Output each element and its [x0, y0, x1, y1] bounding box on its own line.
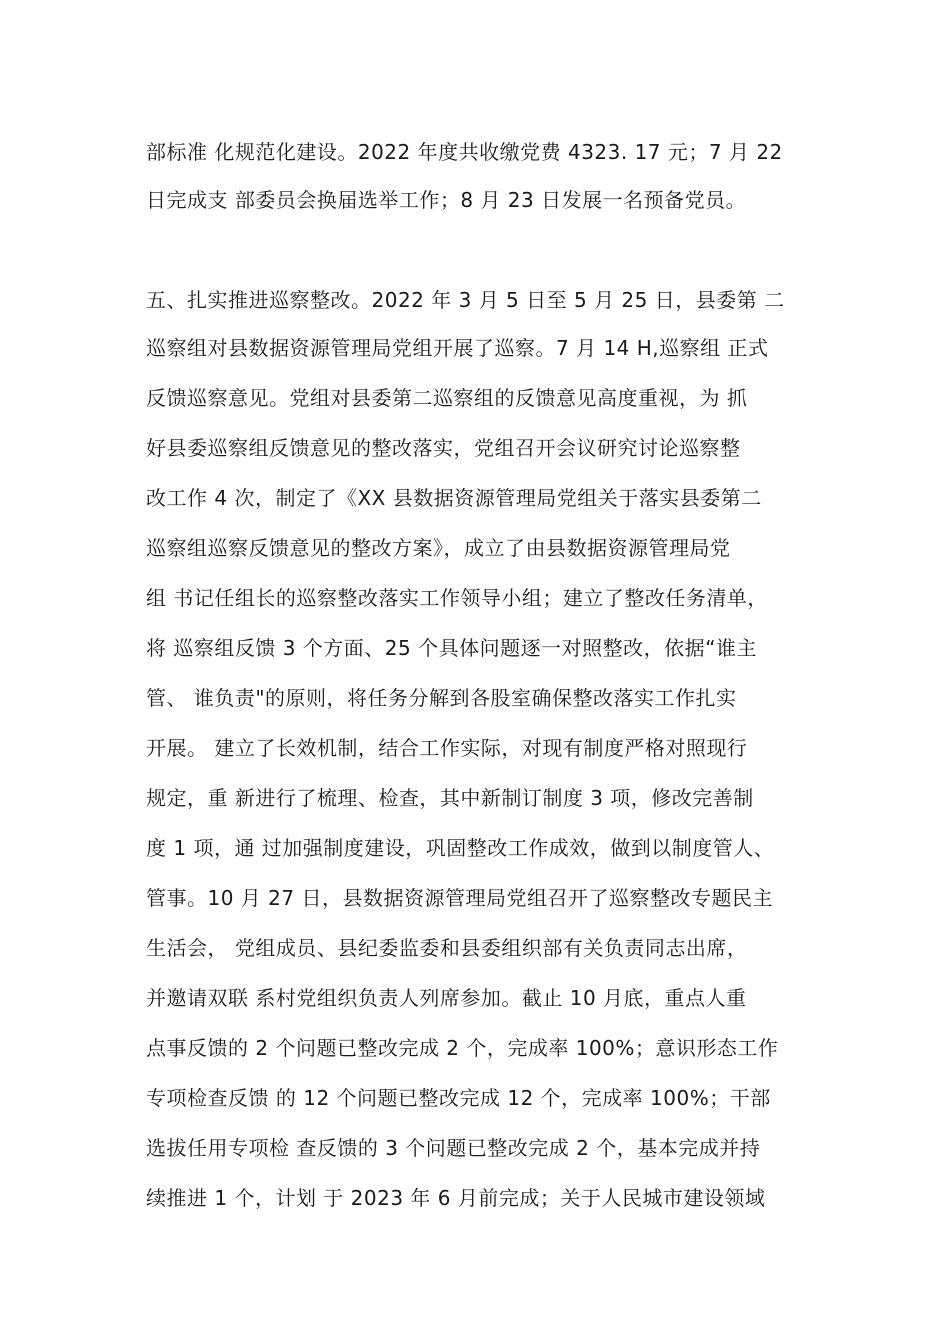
text-line: 好县委巡察组反馈意见的整改落实，党组召开会议研究讨论巡察整 [146, 436, 741, 460]
text-line: 反馈巡察意见。党组对县委第二巡察组的反馈意见高度重视，为 抓 [146, 386, 748, 410]
text-line: 五、扎实推进巡察整改。2022 年 3 月 5 日至 5 月 25 日，县委第 二 [146, 288, 785, 312]
text-line: 专项检查反馈 的 12 个问题已整改完成 12 个，完成率 100%；干部 [146, 1086, 771, 1110]
text-line: 续推进 1 个，计划 于 2023 年 6 月前完成；关于人民城市建设领域 [146, 1186, 766, 1210]
text-line: 度 1 项，通 过加强制度建设，巩固整改工作成效，做到以制度管人、 [146, 836, 775, 860]
text-line: 巡察组对县数据资源管理局党组开展了巡察。7 月 14 H,巡察组 正式 [146, 336, 769, 360]
text-line: 改工作 4 次，制定了《XX 县数据资源管理局党组关于落实县委第二 [146, 486, 762, 510]
text-line: 将 巡察组反馈 3 个方面、25 个具体问题逐一对照整改，依据“谁主 [146, 636, 757, 660]
text-line: 巡察组巡察反馈意见的整改方案》，成立了由县数据资源管理局党 [146, 536, 731, 560]
text-line: 开展。 建立了长效机制，结合工作实际，对现有制度严格对照现行 [146, 736, 748, 760]
text-line: 并邀请双联 系村党组织负责人列席参加。截止 10 月底，重点人重 [146, 986, 747, 1010]
text-line: 组 书记任组长的巡察整改落实工作领导小组；建立了整改任务清单， [146, 586, 768, 610]
text-line: 规定，重 新进行了梳理、检查，其中新制订制度 3 项，修改完善制 [146, 786, 754, 810]
text-line: 管事。10 月 27 日，县数据资源管理局党组召开了巡察整改专题民主 [146, 886, 773, 910]
text-line: 日完成支 部委员会换届选举工作；8 月 23 日发展一名预备党员。 [146, 188, 747, 212]
text-line: 选拔任用专项检 查反馈的 3 个问题已整改完成 2 个，基本完成并持 [146, 1136, 761, 1160]
text-line: 点事反馈的 2 个问题已整改完成 2 个，完成率 100%；意识形态工作 [146, 1036, 779, 1060]
text-line: 管、 谁负责"的原则，将任务分解到各股室确保整改落实工作扎实 [146, 686, 737, 710]
text-line: 生活会， 党组成员、县纪委监委和县委组织部有关负责同志出席， [146, 936, 748, 960]
text-line: 部标准 化规范化建设。2022 年度共收缴党费 4323. 17 元；7 月 22 [146, 140, 783, 164]
